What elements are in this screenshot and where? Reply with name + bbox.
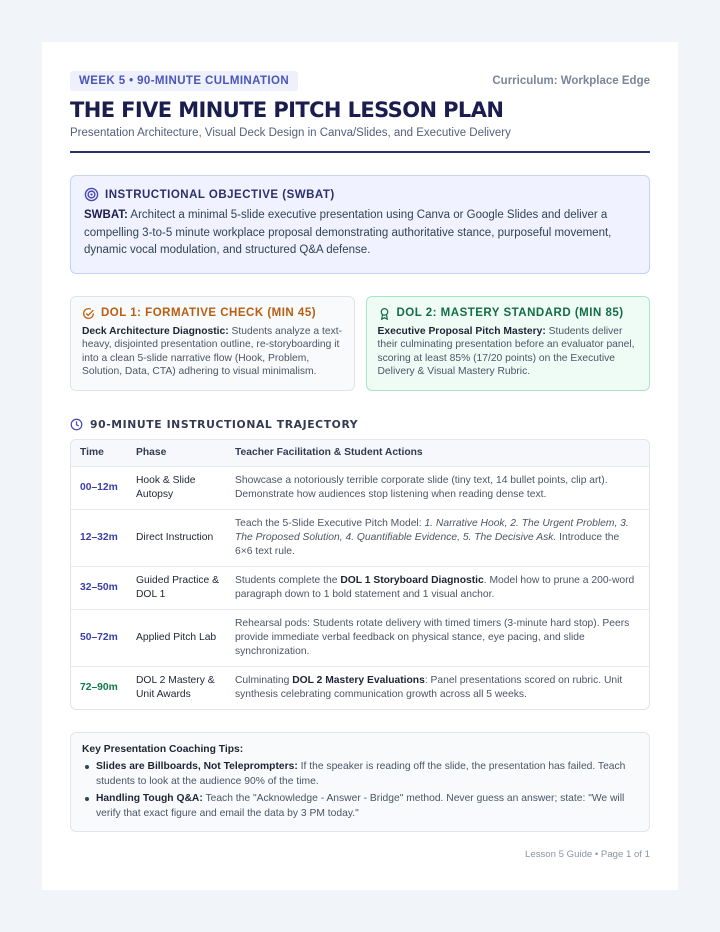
- table-row: [71, 509, 649, 566]
- row-actions-text: : Panel presentations scored on rubric. Unit synthesis celebrating communication growth across all 5 weeks.: [235, 674, 623, 700]
- objective-text: [84, 207, 636, 260]
- list-item: [82, 791, 638, 821]
- trajectory-table: [70, 439, 650, 710]
- row-phase: Applied Pitch Lab: [136, 631, 217, 643]
- row-actions-text: Introduce the 6×6 text rule.: [235, 531, 620, 557]
- clock-icon: [70, 418, 83, 431]
- dol2-text: [378, 325, 639, 379]
- row-phase: Guided Practice & DOL 1: [136, 574, 219, 600]
- tips-list: [82, 759, 638, 821]
- row-actions: [226, 474, 649, 502]
- row-time: 00–12m: [80, 482, 118, 493]
- trajectory-heading-text: 90-MINUTE INSTRUCTIONAL TRAJECTORY: [90, 417, 359, 431]
- row-actions: [226, 617, 649, 659]
- row-actions-emphasis: 1. Narrative Hook, 2. The Urgent Problem, 3. The Proposed Solution, 4. Quantifiable Evidence, 5. The Decisive Ask.: [235, 517, 629, 543]
- check-circle-icon: [82, 307, 95, 320]
- row-actions-text: Teach the 5-Slide Executive Pitch Model:: [235, 517, 425, 529]
- coaching-tips-card: [70, 732, 650, 832]
- target-icon: [84, 187, 99, 202]
- row-actions: [226, 517, 649, 559]
- row-actions: [226, 574, 649, 602]
- dol2-heading: [378, 307, 639, 320]
- row-phase: Direct Instruction: [136, 531, 214, 543]
- objective-card: [70, 175, 650, 274]
- row-actions: [226, 674, 649, 702]
- dol1-heading: [82, 307, 343, 320]
- table-row: [71, 566, 649, 609]
- dol2-lead: Executive Proposal Pitch Mastery:: [377, 325, 546, 337]
- dol2-card: [366, 296, 651, 391]
- row-actions-text: Rehearsal pods: Students rotate delivery with timed timers (3-minute hard stop). Peers provide immediate verbal feedback on physical stance, eye pacing, and slide synchronization.: [235, 617, 630, 657]
- dol2-body: Students deliver their culminating presentation before an evaluator panel, scoring at least 85% (17/20 points) on the Executive Delivery & Visual Mastery Rubric.: [377, 325, 635, 378]
- tip-text: If the speaker is reading off the slide, the presentation has failed. Teach students to look at the audience 90% of the time.: [96, 760, 626, 787]
- row-actions-text: . Model how to prune a 200-word paragraph down to 1 bold statement and 1 visual anchor.: [235, 574, 635, 600]
- table-row: [71, 609, 649, 666]
- objective-lead: SWBAT:: [84, 209, 128, 221]
- dol2-heading-text: DOL 2: MASTERY STANDARD (MIN 85): [396, 307, 624, 319]
- page-subtitle: Presentation Architecture, Visual Deck Design in Canva/Slides, and Executive Delivery: [70, 127, 511, 139]
- header-meta: [70, 70, 650, 92]
- row-phase: DOL 2 Mastery & Unit Awards: [136, 674, 215, 700]
- dol1-lead: Deck Architecture Diagnostic:: [82, 325, 229, 337]
- curriculum-label: Curriculum: Workplace Edge: [492, 75, 650, 87]
- page-content: [70, 70, 650, 832]
- objective-body: Architect a minimal 5-slide executive presentation using Canva or Google Slides and deliver a compelling 3-to-5 minute workplace proposal demonstrating authoritative stance, purposeful movement, dynamic vocal modulation, and structured Q&A defense.: [84, 209, 612, 256]
- tip-lead: Handling Tough Q&A:: [96, 792, 203, 804]
- objective-heading-text: INSTRUCTIONAL OBJECTIVE (SWBAT): [105, 188, 335, 201]
- tip-text: Teach the "Acknowledge - Answer - Bridge" method. Never guess an answer; state: "We will verify that exact figure and email the data by 3 PM today.": [96, 792, 625, 819]
- row-time: 32–50m: [80, 582, 118, 593]
- row-time: 72–90m: [80, 682, 118, 693]
- row-actions-text: Students complete the: [235, 574, 341, 586]
- dol1-body: Students analyze a text-heavy, disjointed presentation outline, re-storyboarding it into a clean 5-slide narrative flow (Hook, Problem, Solution, Data, CTA) adhering to visual minimalism.: [82, 325, 343, 378]
- dol-row: [70, 296, 650, 391]
- column-header-time: Time: [80, 447, 104, 458]
- award-icon: [378, 307, 391, 320]
- week-badge: WEEK 5 • 90-MINUTE CULMINATION: [70, 71, 298, 91]
- dol1-card: [70, 296, 355, 391]
- row-actions-emphasis: DOL 2 Mastery Evaluations: [292, 674, 425, 686]
- row-actions-text: Showcase a notoriously terrible corporate slide (tiny text, 14 bullet points, clip art). Demonstrate how audiences stop listening when reading dense text.: [235, 474, 608, 500]
- tip-lead: Slides are Billboards, Not Teleprompters:: [96, 760, 298, 772]
- column-header-phase: Phase: [136, 447, 167, 458]
- lesson-plan-page: [42, 42, 678, 890]
- objective-heading: [84, 187, 636, 202]
- row-actions-emphasis: DOL 1 Storyboard Diagnostic: [340, 574, 484, 586]
- table-row: [71, 466, 649, 509]
- page-title: THE FIVE MINUTE PITCH LESSON PLAN: [70, 98, 504, 122]
- dol1-heading-text: DOL 1: FORMATIVE CHECK (MIN 45): [101, 307, 317, 319]
- row-actions-text: Culminating: [235, 674, 293, 686]
- row-time: 12–32m: [80, 532, 118, 543]
- row-time: 50–72m: [80, 632, 118, 643]
- table-row: [71, 666, 649, 709]
- header-divider: [70, 151, 650, 153]
- list-item: [82, 759, 638, 789]
- column-header-actions: Teacher Facilitation & Student Actions: [235, 447, 423, 458]
- row-phase: Hook & Slide Autopsy: [136, 474, 196, 500]
- trajectory-heading: [70, 418, 650, 431]
- table-header-row: [71, 440, 649, 466]
- dol1-text: [82, 325, 343, 379]
- page-footer: Lesson 5 Guide • Page 1 of 1: [525, 849, 650, 860]
- tips-title: Key Presentation Coaching Tips:: [82, 743, 244, 755]
